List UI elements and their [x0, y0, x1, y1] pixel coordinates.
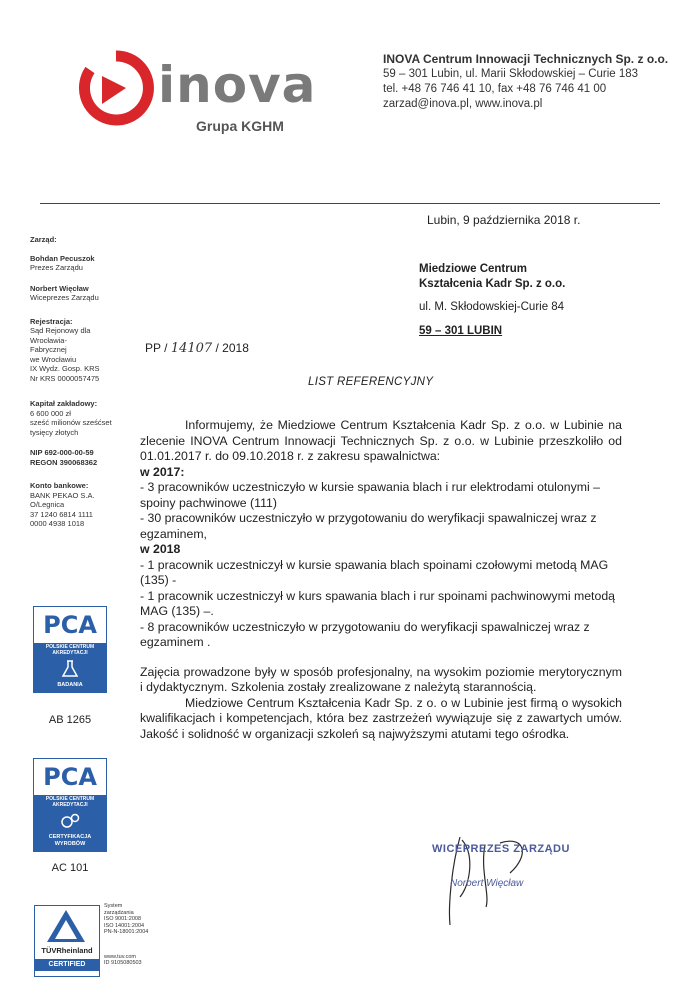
tuv-certified-label: CERTIFIED: [35, 959, 99, 971]
pca-badge-research: [33, 606, 107, 693]
registration-heading: Rejestracja:: [30, 316, 73, 326]
company-name: INOVA Centrum Innowacji Technicznych Sp. z o.o.: [383, 52, 669, 66]
recommendation-paragraph: Miedziowe Centrum Kształcenia Kadr Sp. z o. o w Lubinie jest firmą o wysokich kwalifikacjach i kompetencjach, która bez zastrzeżeń wywiązuje się z zawartych umów. Jakość i solidność w organizacji szkoleń są najwyższymi atutami tego ośrodka.: [140, 695, 622, 741]
flask-icon: [34, 657, 106, 681]
letter-body: [140, 418, 622, 742]
recipient-block: [419, 262, 565, 339]
intro-paragraph: Informujemy, że Miedziowe Centrum Kształcenia Kadr Sp. z o.o. w Lubinie na zlecenie INOVA Centrum Innowacji Technicznych Sp. z o.o. w Lubinie przeszkoliło od 01.01.2017 r. do 09.10.2018 r. z zakresu spawalnictwa:: [140, 418, 622, 463]
reg-line: Fabrycznej: [30, 345, 67, 354]
bank-line: O/Legnica: [30, 500, 65, 509]
tuv-brand: TÜVRheinland: [41, 946, 93, 955]
logo-wordmark: inova: [158, 56, 317, 114]
bank-line: 0000 4938 1018: [30, 519, 85, 528]
ref-handwritten-number: 14107: [170, 341, 213, 356]
capital-line: tysięcy złotych: [30, 427, 79, 437]
tuv-line: ISO 9001:2008: [104, 916, 142, 922]
signature-stamp-title: WICEPREZES ZARZĄDU: [432, 843, 570, 855]
reg-line: we Wrocławiu: [30, 354, 77, 364]
recipient-street: ul. M. Skłodowskiej-Curie 84: [419, 301, 565, 313]
year-2017-heading: w 2017:: [140, 464, 185, 479]
tuv-details: [104, 903, 148, 967]
header-divider: [40, 203, 660, 204]
gears-icon: [34, 809, 106, 833]
ref-suffix: / 2018: [215, 341, 249, 355]
tuv-line: PN-N-18001:2004: [104, 929, 149, 935]
member2-name: Norbert Więcław: [30, 283, 89, 293]
accreditation-code: AB 1265: [48, 714, 92, 726]
nip: NIP 692-000-00-59: [30, 448, 94, 457]
pca-logo: PCA: [43, 611, 97, 639]
tuv-triangle-icon: [35, 906, 97, 946]
pca-footer: BADANIA: [34, 681, 106, 692]
recipient-city: 59 – 301 LUBIN: [419, 325, 503, 337]
tuv-line: zarządzania: [104, 909, 134, 916]
accreditation-code: AC 101: [51, 862, 89, 874]
quality-paragraph: Zajęcia prowadzone były w sposób profesjonalny, na wysokim poziomie merytorycznym i dydaktycznym. Szkolenia zostały zrealizowane z należytą starannością.: [140, 664, 622, 694]
recipient-name1: Miedziowe Centrum: [419, 263, 527, 275]
list-item: - 8 pracowników uczestniczyło w przygotowaniu do weryfikacji spawalniczej wraz z egzaminem .: [140, 619, 590, 649]
member1-role: Prezes Zarządu: [30, 263, 83, 272]
bank-heading: Konto bankowe:: [30, 481, 89, 490]
pca-badge-certification: [33, 758, 107, 852]
pca-line1: POLSKIE CENTRUM: [45, 644, 95, 650]
year-2018-heading: w 2018: [140, 542, 181, 556]
pca-logo: PCA: [43, 763, 97, 791]
tuv-line: System: [104, 903, 123, 909]
reference-number: [145, 341, 249, 356]
company-info: [383, 52, 668, 112]
member2-role: Wiceprezes Zarządu: [30, 293, 99, 302]
signature-stamp-name: Norbert Więcław: [450, 878, 524, 889]
reg-line: Wrocławia-: [30, 335, 67, 345]
pca-footer1: CERTYFIKACJA: [48, 834, 92, 840]
recipient-name2: Kształcenia Kadr Sp. z o.o.: [419, 278, 566, 290]
capital-heading: Kapitał zakładowy:: [30, 399, 98, 408]
list-item: - 1 pracownik uczestniczył w kursie spawania blach spoinami czołowymi metodą MAG (135) -: [140, 557, 609, 587]
tuv-line: www.tuv.com: [104, 953, 136, 960]
reg-line: Sąd Rejonowy dla: [30, 326, 91, 335]
bank-line: 37 1240 6814 1111: [30, 509, 93, 519]
sidebar-company-details: [30, 235, 140, 540]
pca-line1: POLSKIE CENTRUM: [45, 796, 95, 802]
pca-line2: AKREDYTACJI: [52, 802, 88, 808]
reg-line: Nr KRS 0000057475: [30, 373, 100, 383]
bank-line: BANK PEKAO S.A.: [30, 490, 95, 500]
list-item: - 30 pracowników uczestniczyło w przygotowaniu do weryfikacji spawalniczej wraz z egzaminem,: [140, 511, 597, 541]
logo-group-label: Grupa KGHM: [196, 118, 284, 134]
board-heading: Zarząd:: [30, 235, 57, 244]
member1-name: Bohdan Pecuszok: [30, 253, 95, 263]
list-item: - 3 pracowników uczestniczyło w kursie spawania blach i rur elektrodami otulonymi – spoiny pachwinowe (111): [140, 480, 600, 510]
company-address: 59 – 301 Lubin, ul. Marii Skłodowskiej – Curie 183: [383, 68, 639, 80]
pca-line2: AKREDYTACJI: [52, 650, 88, 656]
inova-logo-icon: [76, 48, 156, 128]
capital-line: sześć milionów sześćset: [30, 418, 112, 427]
company-web: zarzad@inova.pl, www.inova.pl: [383, 98, 543, 110]
pca-footer2: WYROBÓW: [54, 841, 86, 847]
tuv-line: ID 9105080503: [104, 960, 142, 966]
regon: REGON 390068362: [30, 457, 98, 467]
tuv-line: ISO 14001:2004: [104, 922, 145, 929]
reg-line: IX Wydz. Gosp. KRS: [30, 364, 100, 373]
letter-date: Lubin, 9 października 2018 r.: [427, 213, 581, 227]
ref-prefix: PP /: [145, 341, 168, 355]
list-item: - 1 pracownik uczestniczył w kurs spawania blach i rur spoinami pachwinowymi metodą MAG (135) –.: [140, 588, 615, 618]
capital-line: 6 600 000 zł: [30, 408, 71, 418]
company-phone: tel. +48 76 746 41 10, fax +48 76 746 41 00: [383, 83, 607, 95]
tuv-certificate-badge: [34, 905, 100, 977]
letter-title: LIST REFERENCYJNY: [308, 376, 434, 388]
